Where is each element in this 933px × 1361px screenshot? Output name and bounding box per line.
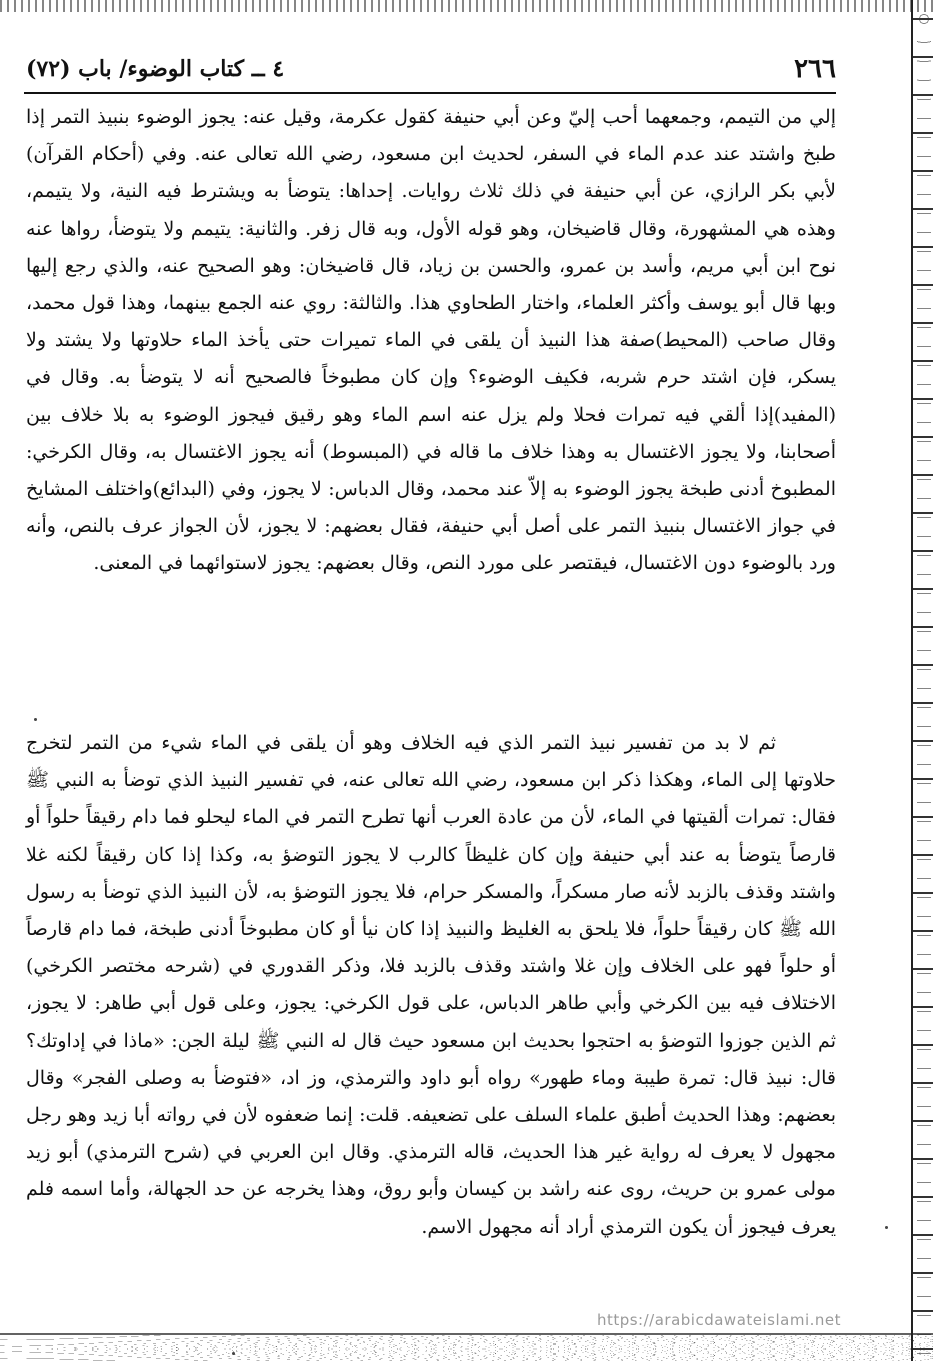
body-paragraph: إلي من التيمم، وجمعهما أحب إليّ وعن أبي حنيفة كقول عكرمة، وقيل عنه: يجوز الوضوء بنبيذ التمر إذا طبخ واشتد عند عدم الماء في السفر، لحديث ابن مسعود، رضي الله تعالى عنه. وفي (أحكام القرآن) لأبي بكر الرازي، عن أبي حنيفة في ذلك ثلاث روايات. إحداها: يتوضأ به ويشترط فيه النية، ولا يتيمم، وهذه هي المشهورة، وقال قاضيخان، وهو قوله الأول، وبه قال زفر. والثانية: يتيمم ولا يتوضأ، رواها عنه نوح ابن أبي مريم، وأسد بن عمرو، والحسن بن زياد، قال قاضيخان: وهو الصحيح عنه، والذي رجع إليها وبها قال أبو يوسف وأكثر العلماء، واختار الطحاوي هذا. والثالثة: روي عنه الجمع بينهما، وهذا قول محمد، وقال صاحب (المحيط)صفة هذا النبيذ أن يلقى في الماء تميرات حتى يأخذ الماء حلاوتها ولا يشتد ولا يسكر، فإن اشتد حرم شربه، فكيف الوضوء؟ وإن كان مطبوخاً فالصحيح أنه لا يتوضأ به. وقال في (المفيد)إذا ألقي فيه تمرات فحلا ولم يزل عنه اسم الماء وهو رقيق فيجوز الوضوء به بلا خلاف بين أصحابنا، ولا يجوز الاغتسال به وهذا خلاف ما قاله في (المبسوط) أنه يجوز الاغتسال به، وقال الكرخي: المطبوخ أدنى طبخة يجوز الوضوء به إلاّ عند محمد، وقال الدباس: لا يجوز، وفي (البدائع)واختلف المشايخ في جواز الاغتسال بنبيذ التمر على أصل أبي حنيفة، فقال بعضهم: لا يجوز، لأن الجواز عرف بالنص، وأنه ورد بالوضوء دون الاغتسال، فيقتصر على مورد النص، وقال بعضهم: يجوز لاستوائهما في المعنى. bbox=[26, 106, 836, 575]
watermark-url: https://arabicdawateislami.net bbox=[596, 1311, 841, 1329]
page-header bbox=[26, 50, 836, 88]
scan-speck bbox=[34, 718, 37, 721]
page-number: ٢٦٦ bbox=[794, 54, 836, 84]
header-rule bbox=[24, 92, 836, 94]
right-ornament-border bbox=[911, 0, 933, 1361]
body-paragraph: ثم لا بد من تفسير نبيذ التمر الذي فيه الخلاف وهو أن يلقى في الماء شيء من التمر لتخرج حلاوتها إلى الماء، وهكذا ذكر ابن مسعود، رضي الله تعالى عنه، في تفسير النبيذ الذي توضأ به النبي ﷺ فقال: تمرات ألقيتها في الماء، لأن من عادة العرب أنها تطرح التمر في الماء ليحلو فما دام رقيقاً حلواً أو قارصاً يتوضأ به عند أبي حنيفة وإن كان غليظاً كالرب لا يجوز التوضؤ به، وكذا إذا كان رقيقاً لكنه غلا واشتد وقذف بالزبد لأنه صار مسكراً، والمسكر حرام، فلا يجوز التوضؤ به، لأن النبيذ الذي توضأ به رسول الله ﷺ كان رقيقاً حلواً، فلا يلحق به الغليظ والنبيذ إذا كان نيأ أو كان مطبوخاً أدنى طبخة، فما دام قارصاً أو حلواً فهو على الخلاف وإن غلا واشتد وقذف بالزبد فلا، وذكر القدوري في (شرحه مختصر الكرخي) الاختلاف فيه بين الكرخي وأبي طاهر الدباس، على قول الكرخي: يجوز، وعلى قول أبي طاهر: لا يجوز، ثم الذين جوزوا التوضؤ به احتجوا بحديث ابن مسعود حيث قال له النبي ﷺ ليلة الجن: «ماذا في إداوتك؟ قال: نبيذ قال: تمرة طيبة وماء طهور» رواه أبو داود والترمذي، وز اد، «فتوضأ به وصلى الفجر» وقال بعضهم: وهذا الحديث أطبق علماء السلف على تضعيفه. قلت: إنما ضعفوه لأن في رواته أبا زيد وهو رجل مجهول لا يعرف له رواية غير هذا الحديث، قاله الترمذي. وقال ابن العربي في (شرح الترمذي) أبو زيد مولى عمرو بن حريث، روى عنه راشد بن كيسان وأبو روق، وهذا يخرجه عن حد الجهالة، وأما اسمه فلم يعرف فيجوز أن يكون الترمذي أراد أنه مجهول الاسم. bbox=[26, 732, 836, 1238]
top-ornament-border bbox=[0, 0, 933, 12]
running-title: ٤ ــ كتاب الوضوء/ باب (٧٢) bbox=[26, 56, 285, 82]
scan-speck bbox=[885, 1226, 888, 1229]
bottom-ornament-border bbox=[0, 1333, 933, 1361]
